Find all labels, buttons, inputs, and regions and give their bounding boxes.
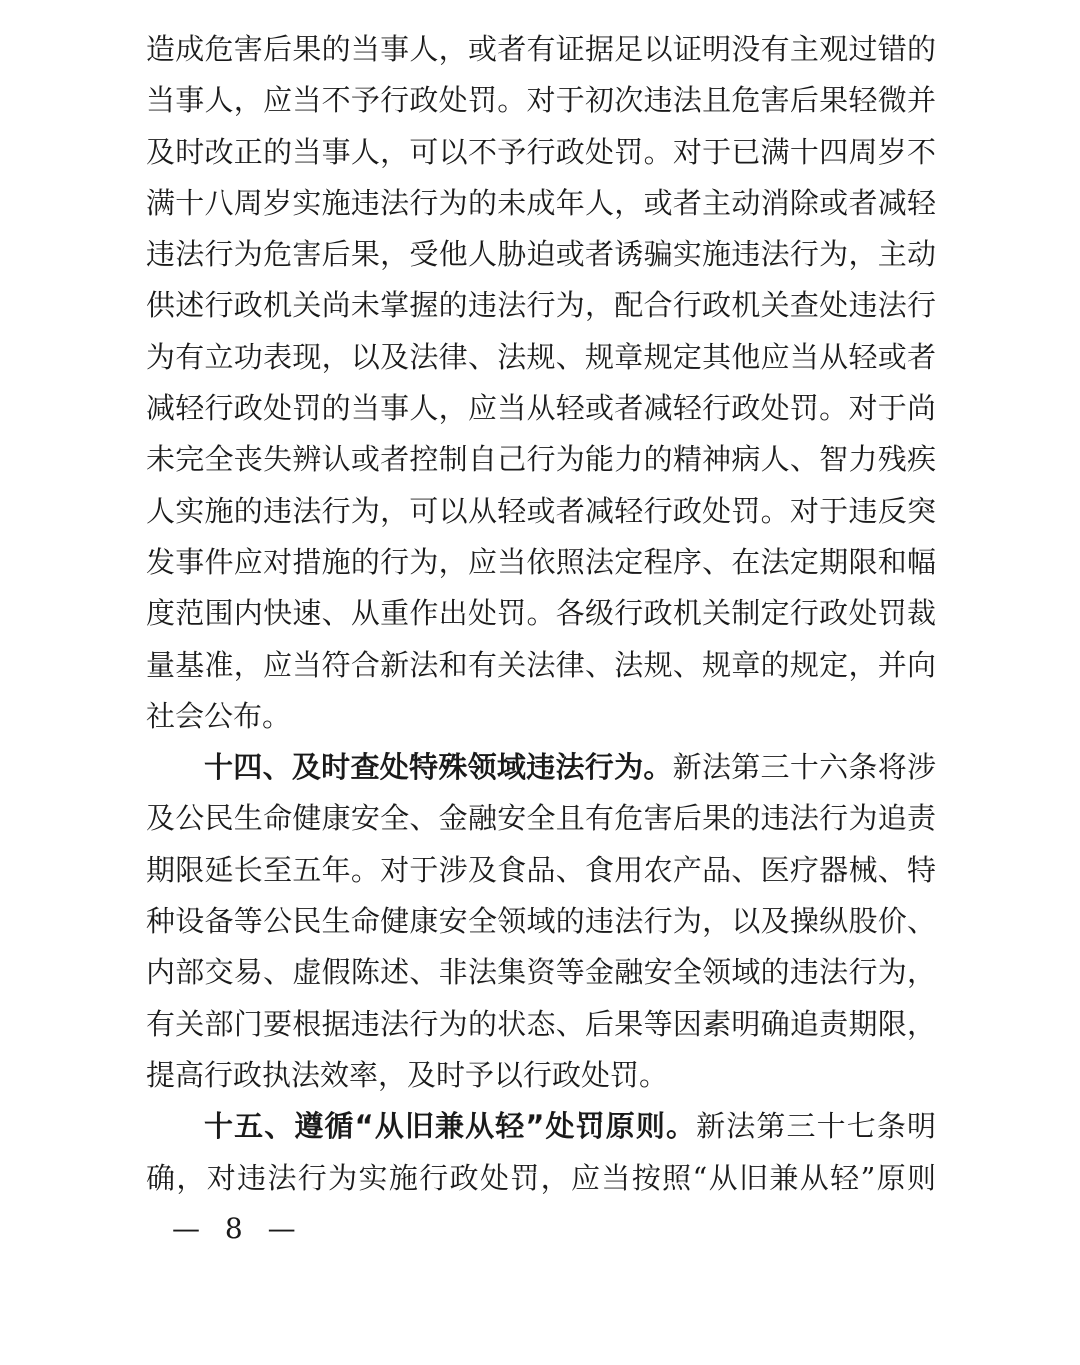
text-line: 提高行政执法效率，及时予以行政处罚。 — [146, 1057, 669, 1092]
text-line: 供述行政机关尚未掌握的违法行为，配合行政机关查处违法行 — [146, 288, 936, 323]
text-line — [146, 742, 936, 793]
body-text — [146, 24, 936, 1204]
text-line: 及时改正的当事人，可以不予行政处罚。对于已满十四周岁不 — [146, 134, 936, 169]
text-line: 种设备等公民生命健康安全领域的违法行为，以及操纵股价、 — [146, 904, 936, 939]
text-line: 内部交易、虚假陈述、非法集资等金融安全领域的违法行为， — [146, 955, 936, 990]
text-line: 满十八周岁实施违法行为的未成年人，或者主动消除或者减轻 — [146, 185, 936, 220]
paragraph-1 — [146, 24, 936, 742]
text-line: 度范围内快速、从重作出处罚。各级行政机关制定行政处罚裁 — [146, 596, 936, 631]
text-line — [146, 1101, 936, 1152]
text-run: 新法第三十七条明 — [696, 1109, 936, 1144]
text-line: 确，对违法行为实施行政处罚，应当按照“从旧兼从轻”原则 — [146, 1160, 936, 1195]
page-number: — 8 — — [172, 1212, 304, 1245]
text-line: 及公民生命健康安全、金融安全且有危害后果的违法行为追责 — [146, 801, 936, 836]
section-heading: 十五、遵循“从旧兼从轻”处罚原则。 — [204, 1109, 697, 1144]
text-line: 社会公布。 — [146, 698, 292, 733]
paragraph-2 — [146, 742, 936, 1101]
text-line: 减轻行政处罚的当事人，应当从轻或者减轻行政处罚。对于尚 — [146, 391, 936, 426]
text-run: 新法第三十六条将涉 — [672, 750, 936, 785]
text-line: 期限延长至五年。对于涉及食品、食用农产品、医疗器械、特 — [146, 852, 936, 887]
text-line: 未完全丧失辨认或者控制自己行为能力的精神病人、智力残疾 — [146, 442, 936, 477]
text-line: 人实施的违法行为，可以从轻或者减轻行政处罚。对于违反突 — [146, 493, 936, 528]
paragraph-3 — [146, 1101, 936, 1204]
text-line: 有关部门要根据违法行为的状态、后果等因素明确追责期限， — [146, 1006, 936, 1041]
text-line: 为有立功表现，以及法律、法规、规章规定其他应当从轻或者 — [146, 339, 936, 374]
text-line: 造成危害后果的当事人，或者有证据足以证明没有主观过错的 — [146, 32, 936, 66]
section-heading: 十四、及时查处特殊领域违法行为。 — [204, 750, 673, 785]
text-line: 当事人，应当不予行政处罚。对于初次违法且危害后果轻微并 — [146, 83, 936, 118]
text-line: 发事件应对措施的行为，应当依照法定程序、在法定期限和幅 — [146, 544, 936, 579]
text-line: 违法行为危害后果，受他人胁迫或者诱骗实施违法行为，主动 — [146, 237, 936, 272]
text-line: 量基准，应当符合新法和有关法律、法规、规章的规定，并向 — [146, 647, 936, 682]
